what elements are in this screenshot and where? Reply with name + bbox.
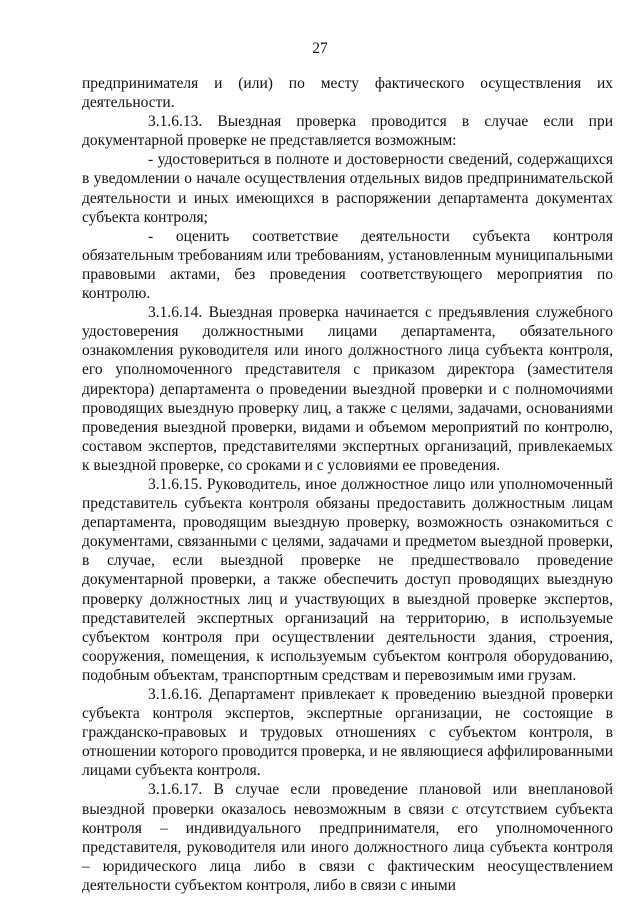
paragraph-3-1-6-16: 3.1.6.16. Департамент привлекает к проведению выездной проверки субъекта контроля экспертов, экспертные организации, не состоящие в гражданско-правовых и трудовых отношениях с субъектом контроля, в отношении которого проводится проверка, и не являющиеся аффилированными лицами субъекта контроля. [82, 686, 613, 780]
list-item-assess-compliance: - оценить соответствие деятельности субъекта контроля обязательным требованиям или требованиям, установленным муниципальными правовыми актами, без проведения соответствующего мероприятия по контролю. [82, 227, 613, 303]
paragraph-3-1-6-17: 3.1.6.17. В случае если проведение плановой или внеплановой выездной проверки оказалось невозможным в связи с отсутствием субъекта контроля – индивидуального предпринимателя, его уполномоченного представителя, руководителя или иного должностного лица субъекта контроля – юридического лица либо в связи с фактическим неосуществлением деятельности субъектом контроля, либо в связи с иными [82, 781, 613, 894]
paragraph-3-1-6-13: 3.1.6.13. Выездная проверка проводится в случае если при документарной проверке не представляется возможным: [82, 113, 613, 150]
paragraph-3-1-6-15: 3.1.6.15. Руководитель, иное должностное лицо или уполномоченный представитель субъекта контроля обязаны предоставить должностным лицам департамента, проводящим выездную проверку, возможность ознакомиться с документами, связанными с целями, задачами и предметом выездной проверки, в случае, если выездной проверке не предшествовало проведение документарной проверки, а также обеспечить доступ проводящих выездную проверку должностных лиц и участвующих в выездной проверке экспертов, представителей экспертных организаций на территорию, в используемые субъектом контроля при осуществлении деятельности здания, строения, сооружения, помещения, к используемым субъектом контроля оборудованию, подобным объектам, транспортным средствам и перевозимым ими грузам. [82, 475, 613, 684]
list-item-verify-completeness: - удостовериться в полноте и достоверности сведений, содержащихся в уведомлении о начале осуществления отдельных видов предпринимательской деятельности и иных имеющихся в распоряжении департамента документах субъекта контроля; [82, 151, 613, 226]
document-body [82, 74, 613, 895]
paragraph-continuation: предпринимателя и (или) по месту фактического осуществления их деятельности. [82, 75, 613, 112]
page-number: 27 [312, 40, 328, 57]
paragraph-3-1-6-14: 3.1.6.14. Выездная проверка начинается с предъявления служебного удостоверения должностными лицами департамента, обязательного ознакомления руководителя или иного должностного лица субъекта контроля, его уполномоченного представителя с приказом директора (заместителя директора) департамента о проведении выездной проверки и с полномочиями проводящих выездную проверку лиц, а также с целями, задачами, основаниями проведения выездной проверки, видами и объемом мероприятий по контролю, составом экспертов, представителями экспертных организаций, привлекаемых к выездной проверке, со сроками и с условиями ее проведения. [82, 304, 613, 474]
